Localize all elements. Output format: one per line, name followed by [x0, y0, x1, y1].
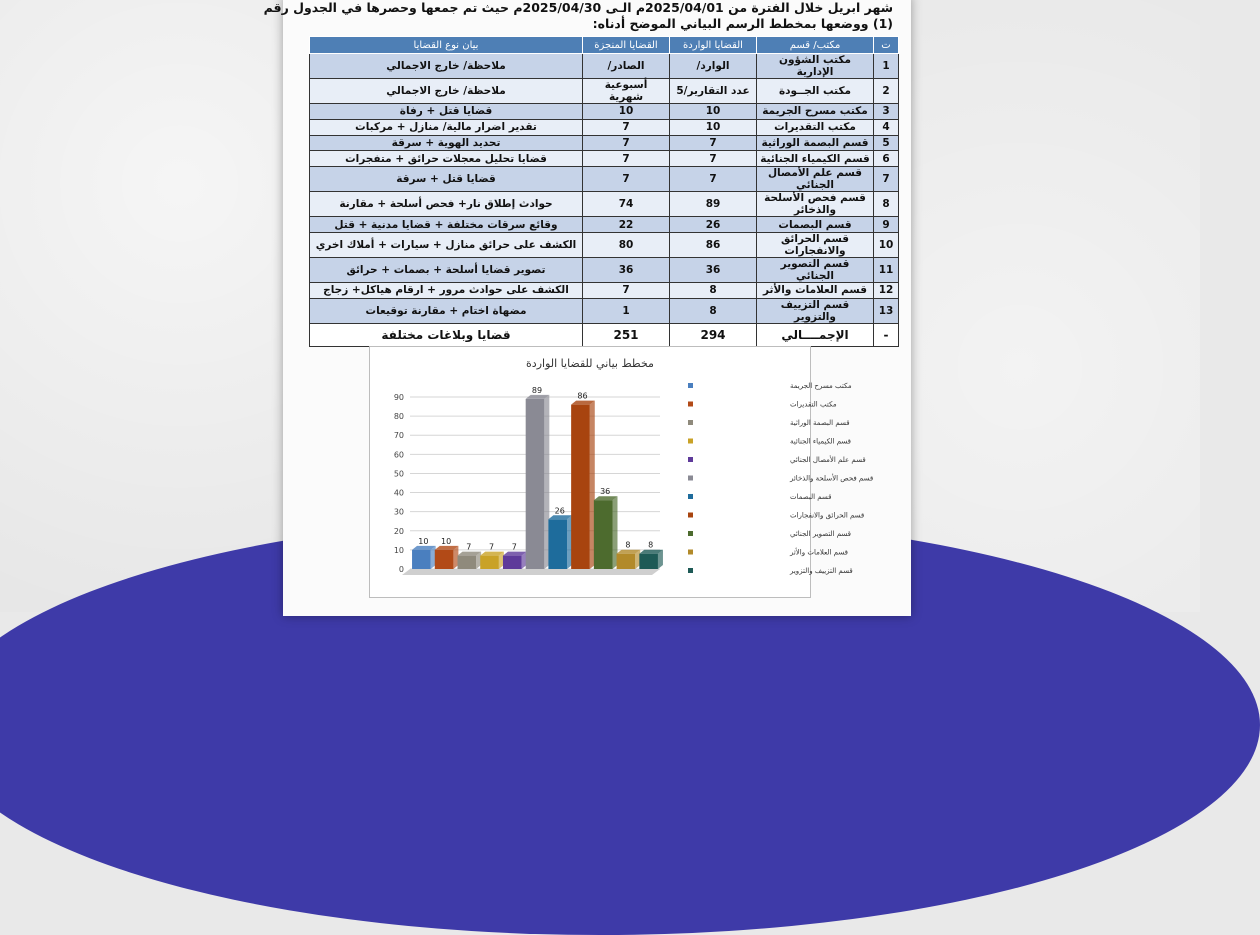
- row-received: 8: [670, 282, 757, 298]
- total-index: -: [874, 323, 899, 346]
- row-completed: 7: [583, 135, 670, 151]
- row-type: الكشف على حرائق منازل + سيارات + أملاك اخري: [310, 232, 583, 257]
- row-office: قسم البصمات: [757, 217, 874, 233]
- y-tick-label: 90: [393, 393, 404, 402]
- row-index: 5: [874, 135, 899, 151]
- legend-entry: قسم الكيمياء الجنائية: [790, 437, 851, 446]
- row-index: 10: [874, 232, 899, 257]
- row-received: 7: [670, 135, 757, 151]
- bar-value-label: 8: [648, 540, 654, 550]
- row-office: قسم الكيمياء الجنائية: [757, 151, 874, 167]
- row-type: تقدير اضرار مالية/ منازل + مركبات: [310, 119, 583, 135]
- bar: [412, 550, 431, 569]
- y-tick-label: 40: [393, 488, 404, 498]
- row-completed: 1: [583, 298, 670, 323]
- row-completed: 7: [583, 119, 670, 135]
- header-completed: القضايا المنجزة: [583, 37, 670, 54]
- chart-panel: [369, 346, 874, 598]
- table-row: [310, 232, 899, 257]
- row-index: 6: [874, 151, 899, 167]
- document-page: [263, 0, 911, 616]
- row-index: 7: [874, 167, 899, 192]
- y-tick-label: 80: [393, 412, 404, 422]
- legend-swatch: [688, 568, 693, 573]
- table-row: [310, 104, 899, 120]
- row-completed: 36: [583, 257, 670, 282]
- table-row: [310, 257, 899, 282]
- row-received: 26: [670, 217, 757, 233]
- row-completed: 74: [583, 192, 670, 217]
- bar-value-label: 86: [577, 391, 588, 401]
- table-row: [310, 151, 899, 167]
- row-office: قسم البصمة الوراثية: [757, 135, 874, 151]
- table-row: [310, 192, 899, 217]
- y-tick-label: 60: [393, 450, 404, 460]
- legend-swatch: [688, 513, 693, 518]
- bar: [503, 556, 522, 569]
- y-tick-label: 30: [393, 507, 404, 517]
- row-completed: 7: [583, 167, 670, 192]
- row-type: حوادث إطلاق نار+ فحص أسلحة + مقارنة: [310, 192, 583, 217]
- heading-line-2: (1) ووضعها بمخطط الرسم البياني الموضح أدناه:: [592, 16, 893, 31]
- row-office: قسم العلامات والأثر: [757, 282, 874, 298]
- legend-entry: مكتب التقديرات: [790, 400, 837, 409]
- bar: [548, 519, 567, 569]
- row-completed: 22: [583, 217, 670, 233]
- row-type: قضايا قتل + رفاة: [310, 104, 583, 120]
- cases-table: [309, 36, 899, 347]
- bar-value-label: 89: [531, 385, 543, 395]
- y-tick-label: 0: [398, 565, 404, 574]
- legend-swatch: [688, 531, 693, 536]
- row-type: قضايا تحليل معجلات حرائق + متفجرات: [310, 151, 583, 167]
- bar: [480, 556, 499, 569]
- header-type: بيان نوع القضايا: [310, 37, 583, 54]
- total-completed: 251: [583, 323, 670, 346]
- legend-entry: قسم الحرائق والانفجارات: [790, 511, 865, 520]
- row-received: 7: [670, 151, 757, 167]
- total-type: قضايا وبلاغات مختلفة: [310, 323, 583, 346]
- row-type: ملاحظة/ خارج الاجمالي: [310, 54, 583, 79]
- row-completed: 7: [583, 282, 670, 298]
- y-tick-label: 10: [393, 545, 404, 555]
- bar-value-label: 36: [600, 487, 611, 497]
- table-row: [310, 167, 899, 192]
- header-idx: ت: [874, 37, 899, 54]
- row-received: 8: [670, 298, 757, 323]
- chart-title: مخطط بياني للقضايا الواردة: [526, 357, 654, 370]
- legend-swatch: [688, 402, 693, 407]
- row-index: 3: [874, 104, 899, 120]
- row-index: 13: [874, 298, 899, 323]
- row-received: 86: [670, 232, 757, 257]
- bar-value-label: 7: [466, 542, 472, 552]
- row-office: مكتب الجــودة: [757, 79, 874, 104]
- row-completed: أسبوعية شهرية: [583, 79, 670, 104]
- legend-swatch: [688, 420, 693, 425]
- legend-entry: قسم علم الأمصال الجنائي: [790, 456, 866, 464]
- bar: [594, 500, 613, 569]
- bar-value-label: 8: [625, 540, 631, 550]
- table-row: [310, 135, 899, 151]
- table-row: [310, 79, 899, 104]
- row-type: مضهاة اختام + مقارنة توقيعات: [310, 298, 583, 323]
- row-type: وقائع سرقات مختلفة + قضايا مدنية + قتل: [310, 217, 583, 233]
- header-office: مكتب/ قسم: [757, 37, 874, 54]
- heading-line-1: شهر ابريل خلال الفترة من 2025/04/01م الـى 2025/04/30م حيث تم جمعها وحصرها في الجدول رقم: [263, 0, 893, 15]
- row-type: الكشف على حوادث مرور + ارقام هياكل+ زجاج: [310, 282, 583, 298]
- row-office: مكتب الشؤون الإدارية: [757, 54, 874, 79]
- row-received: الوارد/: [670, 54, 757, 79]
- row-completed: 80: [583, 232, 670, 257]
- row-type: تحديد الهوية + سرقة: [310, 135, 583, 151]
- legend-entry: قسم التزييف والتزوير: [790, 567, 853, 575]
- row-type: قضايا قتل + سرقة: [310, 167, 583, 192]
- row-received: 7: [670, 167, 757, 192]
- legend-entry: مكتب مسرح الجريمة: [790, 382, 852, 390]
- row-type: تصوير قضايا أسلحة + بصمات + حرائق: [310, 257, 583, 282]
- table-body: [310, 54, 899, 347]
- legend-swatch: [688, 550, 693, 555]
- row-office: قسم الحرائق والانفجارات: [757, 232, 874, 257]
- legend-entry: قسم العلامات والأثر: [790, 548, 848, 557]
- legend-entry: قسم فحص الأسلحة والذخائر: [790, 474, 874, 483]
- legend-swatch: [688, 494, 693, 499]
- row-office: قسم التزييف والتزوير: [757, 298, 874, 323]
- bar-value-label: 26: [554, 506, 565, 516]
- bar: [639, 554, 658, 569]
- legend-swatch: [688, 439, 693, 444]
- chart-floor: [402, 569, 660, 575]
- row-received: 89: [670, 192, 757, 217]
- row-index: 12: [874, 282, 899, 298]
- row-received: عدد التقارير/5: [670, 79, 757, 104]
- y-tick-label: 50: [393, 469, 404, 479]
- bar: [526, 399, 545, 569]
- bar-chart: [370, 347, 874, 597]
- row-received: 10: [670, 119, 757, 135]
- row-office: مكتب التقديرات: [757, 119, 874, 135]
- legend-entry: قسم التصوير الجنائي: [790, 530, 852, 538]
- legend-swatch: [688, 383, 693, 388]
- row-office: مكتب مسرح الجريمة: [757, 104, 874, 120]
- y-tick-label: 20: [393, 526, 404, 536]
- bar: [617, 554, 636, 569]
- table-header-row: [310, 37, 899, 54]
- bar-value-label: 7: [511, 542, 517, 552]
- row-index: 1: [874, 54, 899, 79]
- row-index: 11: [874, 257, 899, 282]
- legend-entry: قسم البصمة الوراثية: [790, 419, 850, 427]
- table-row: [310, 282, 899, 298]
- row-index: 4: [874, 119, 899, 135]
- legend-swatch: [688, 476, 693, 481]
- bar: [571, 405, 590, 569]
- row-received: 10: [670, 104, 757, 120]
- row-office: قسم فحص الأسلحة والذخائر: [757, 192, 874, 217]
- bar-value-label: 7: [488, 542, 495, 552]
- row-index: 9: [874, 217, 899, 233]
- total-row: [310, 323, 899, 346]
- table-row: [310, 54, 899, 79]
- y-tick-label: 70: [393, 431, 404, 441]
- header-received: القضايا الواردة: [670, 37, 757, 54]
- total-received: 294: [670, 323, 757, 346]
- row-completed: 10: [583, 104, 670, 120]
- row-index: 2: [874, 79, 899, 104]
- row-index: 8: [874, 192, 899, 217]
- legend-entry: قسم البصمات: [790, 493, 832, 501]
- row-received: 36: [670, 257, 757, 282]
- bar-value-label: 10: [440, 536, 452, 546]
- row-completed: الصادر/: [583, 54, 670, 79]
- bar: [458, 556, 477, 569]
- total-label: الإجمــــالي: [757, 323, 874, 346]
- row-office: قسم التصوير الجنائي: [757, 257, 874, 282]
- legend-swatch: [688, 457, 693, 462]
- table-row: [310, 298, 899, 323]
- row-office: قسم علم الأمصال الجنائي: [757, 167, 874, 192]
- table-row: [310, 217, 899, 233]
- row-completed: 7: [583, 151, 670, 167]
- bar: [435, 550, 454, 569]
- row-type: ملاحظة/ خارج الاجمالي: [310, 79, 583, 104]
- bar-value-label: 10: [418, 536, 429, 546]
- table-row: [310, 119, 899, 135]
